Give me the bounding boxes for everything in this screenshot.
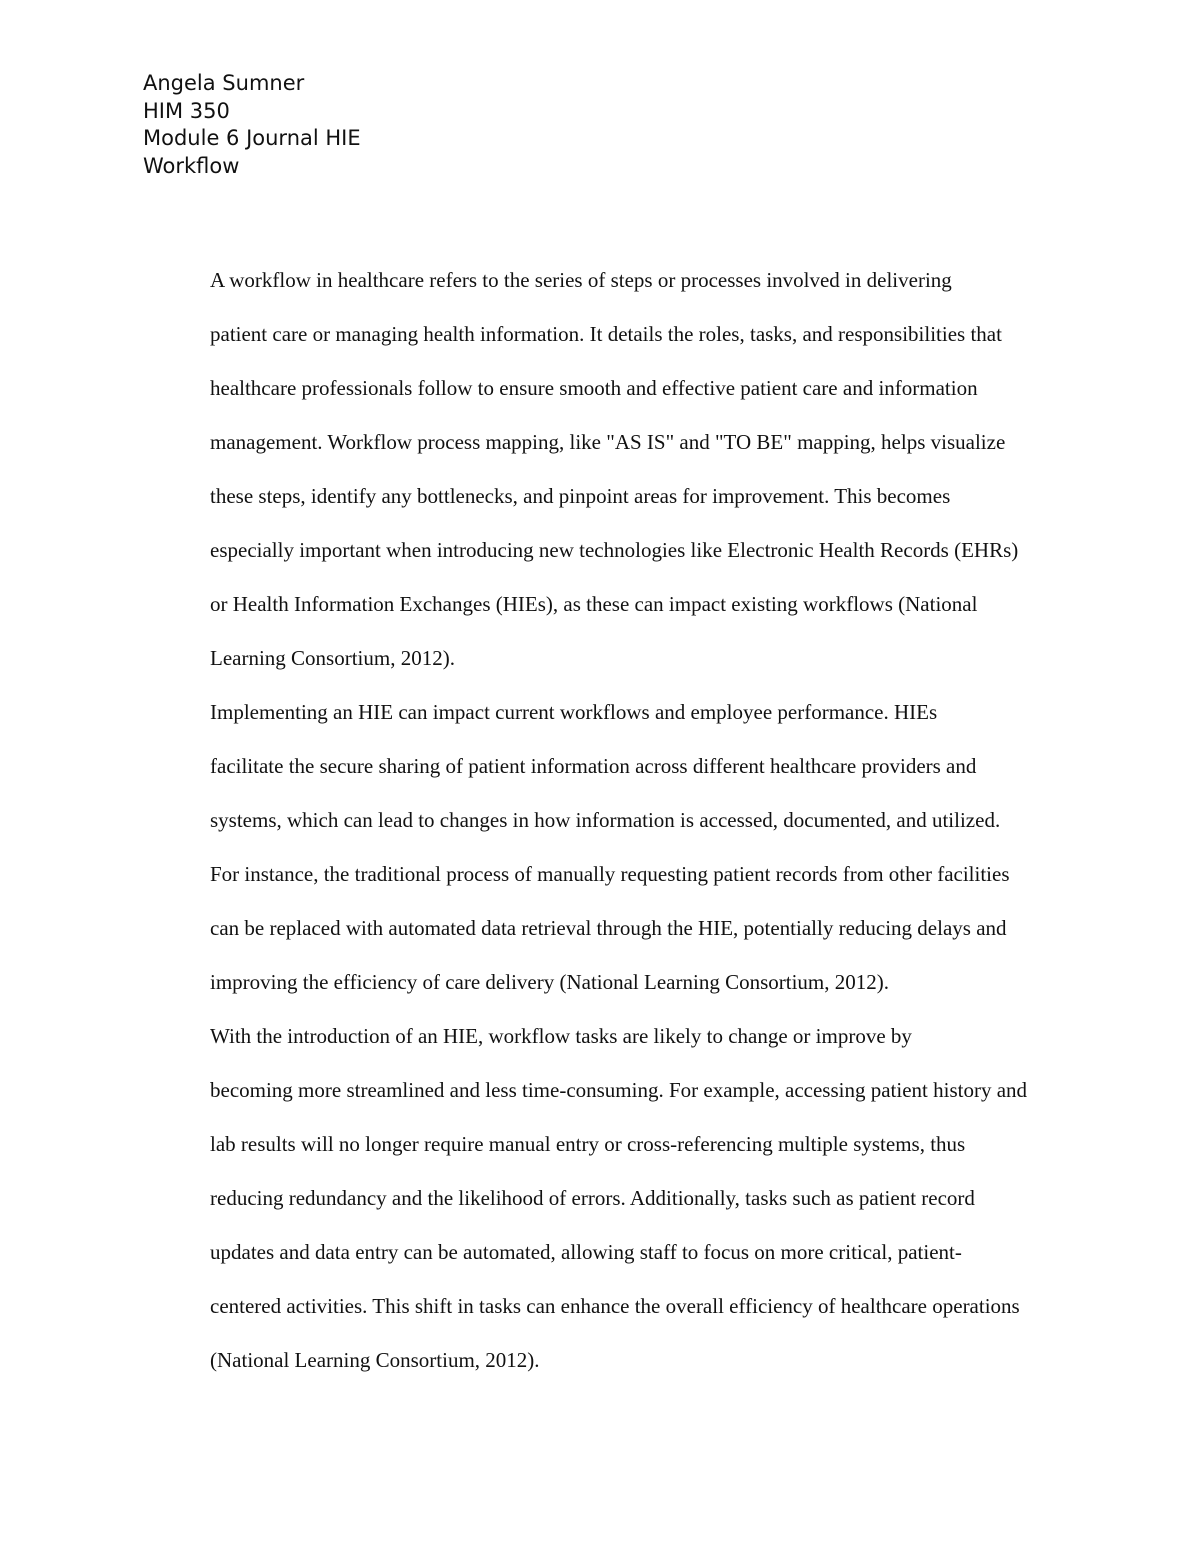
document-body [143, 253, 1063, 1387]
paragraph-3 [143, 1009, 1063, 1387]
paragraph-line: becoming more streamlined and less time-consuming. For example, accessing patient history and [210, 1078, 1028, 1102]
paragraph-line: lab results will no longer require manual entry or cross-referencing multiple systems, thus [210, 1132, 966, 1156]
paragraph-line: these steps, identify any bottlenecks, and pinpoint areas for improvement. This becomes [210, 484, 951, 508]
paragraph-line: patient care or managing health information. It details the roles, tasks, and responsibilities that [210, 322, 1002, 346]
paragraph-line: For instance, the traditional process of manually requesting patient records from other facilities [210, 862, 1010, 886]
paragraph-line: management. Workflow process mapping, like "AS IS" and "TO BE" mapping, helps visualize [210, 430, 1006, 454]
paragraph-line: facilitate the secure sharing of patient information across different healthcare providers and [210, 754, 977, 778]
paragraph-line: especially important when introducing new technologies like Electronic Health Records (EHRs) [210, 538, 1019, 562]
paragraph-line: can be replaced with automated data retrieval through the HIE, potentially reducing delays and [210, 916, 1007, 940]
paragraph-line: Implementing an HIE can impact current workflows and employee performance. HIEs [210, 700, 938, 724]
paragraph-line: Learning Consortium, 2012). [210, 646, 455, 670]
course-code: HIM 350 [143, 98, 230, 123]
paragraph-line: systems, which can lead to changes in how information is accessed, documented, and utilized. [210, 808, 1001, 832]
paragraph-2 [143, 685, 1063, 1009]
assignment-title: Module 6 Journal HIE [143, 126, 361, 150]
paragraph-line: reducing redundancy and the likelihood of errors. Additionally, tasks such as patient record [210, 1186, 975, 1210]
paragraph-line: centered activities. This shift in tasks can enhance the overall efficiency of healthcare operations [210, 1294, 1020, 1318]
paragraph-line: or Health Information Exchanges (HIEs), as these can impact existing workflows (National [210, 592, 978, 616]
paragraph-line: improving the efficiency of care delivery (National Learning Consortium, 2012). [210, 970, 889, 994]
paragraph-line: With the introduction of an HIE, workflow tasks are likely to change or improve by [210, 1024, 912, 1048]
author-name: Angela Sumner [143, 71, 305, 95]
paragraph-line: (National Learning Consortium, 2012). [210, 1348, 540, 1372]
paragraph-line: healthcare professionals follow to ensure smooth and effective patient care and information [210, 376, 978, 400]
document-header [143, 70, 361, 180]
paragraph-line: A workflow in healthcare refers to the series of steps or processes involved in delivering [210, 268, 952, 292]
paragraph-line: updates and data entry can be automated, allowing staff to focus on more critical, patient- [210, 1240, 962, 1264]
paragraph-1 [143, 253, 1063, 685]
topic-title: Workflow [143, 153, 240, 178]
